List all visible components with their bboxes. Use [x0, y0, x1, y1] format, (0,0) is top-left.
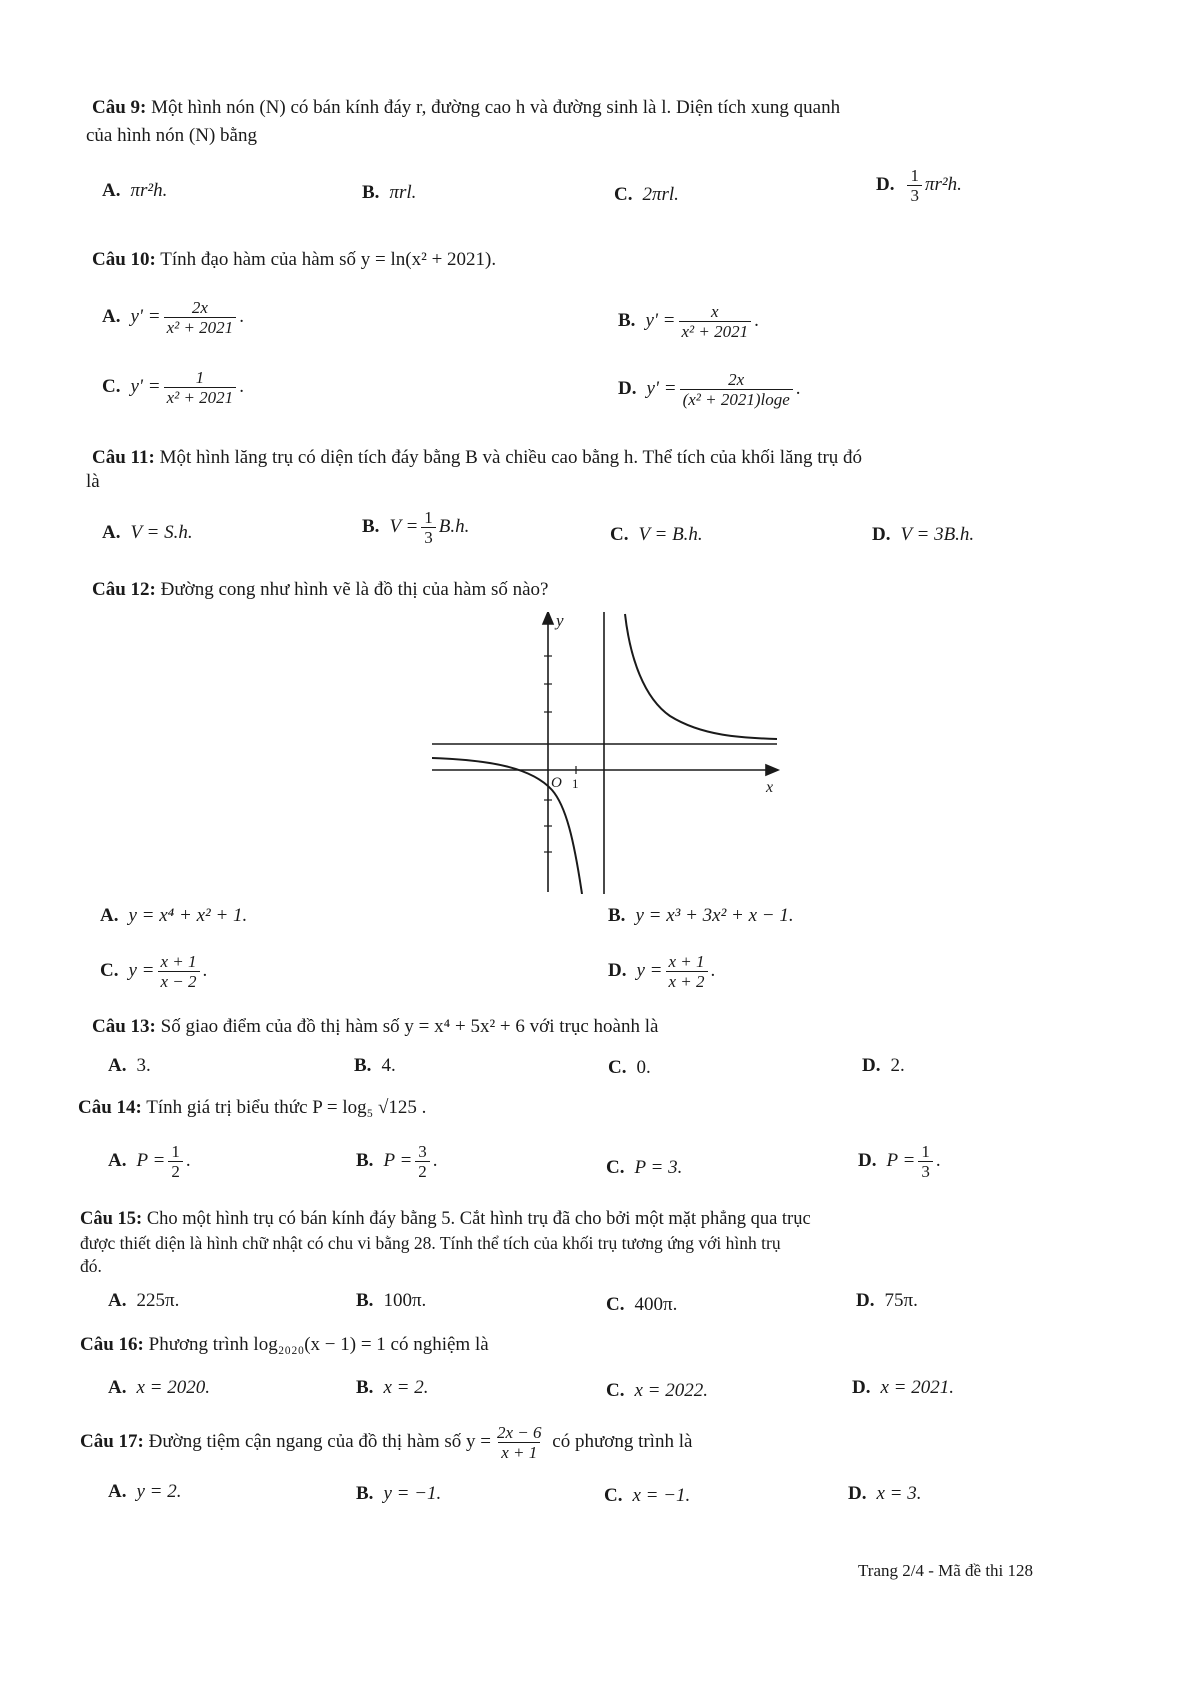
q11-stem [92, 446, 862, 470]
q9-option-d[interactable]: D. $\frac{1}{3}$ πr²h. [876, 166, 962, 205]
q13-label: Câu 13: [92, 1016, 156, 1037]
q10-stem [92, 248, 496, 272]
q17-option-c[interactable]: C. x = −1. [604, 1485, 691, 1506]
q17-text-pre: Đường tiệm cận ngang của đồ thị hàm số y = [148, 1431, 492, 1452]
q13-option-d[interactable]: D. 2. [862, 1055, 905, 1076]
q16-option-c[interactable]: C. x = 2022. [606, 1380, 708, 1401]
q13-option-a[interactable]: A. 3. [108, 1055, 151, 1076]
q15-text-1: Cho một hình trụ có bán kính đáy bằng 5. Cắt hình trụ đã cho bởi một mặt phẳng qua trục [146, 1209, 811, 1229]
q14-option-c[interactable]: C. P = 3. [606, 1157, 683, 1178]
q11-option-c[interactable]: C. V = B.h. [610, 524, 703, 545]
origin-label: O [551, 775, 562, 791]
tick-label-1: 1 [572, 776, 579, 791]
q9-option-b[interactable]: B. πrl. [362, 182, 417, 203]
q12-text: Đường cong như hình vẽ là đồ thị của hàm số nào? [160, 579, 549, 600]
q11-text-2: là [86, 471, 100, 492]
q14-option-a[interactable]: A. P = $\frac{1}{2}$ . [108, 1142, 191, 1181]
q12-option-d[interactable]: D. y = $\frac{x + 1}{x + 2}$ . [608, 952, 716, 991]
q15-option-d[interactable]: D. 75π. [856, 1290, 918, 1311]
q12-label: Câu 12: [92, 579, 156, 600]
q17-fraction: $\frac{2x - 6}{x + 1}$ [497, 1423, 542, 1463]
q17-text-post: có phương trình là [552, 1431, 693, 1452]
right-branch [625, 614, 777, 739]
q15-text-2: được thiết diện là hình chữ nhật có chu vi bằng 28. Tính thể tích của khối trụ tương ứng với hình trụ [80, 1233, 781, 1253]
q16-stem [80, 1333, 489, 1357]
q10-option-d[interactable]: D. y' = $\frac{2x}{\text{(x² + 2021)loge}}$ . [618, 370, 801, 409]
q12-option-c[interactable]: C. y = $\frac{x + 1}{x - 2}$ . [100, 952, 208, 991]
q10-label: Câu 10: [92, 249, 156, 270]
q14-option-b[interactable]: B. P = $\frac{3}{2}$ . [356, 1142, 438, 1181]
q12-function-graph [432, 612, 782, 894]
q14-stem [78, 1096, 426, 1120]
q13-option-b[interactable]: B. 4. [354, 1055, 396, 1076]
q15-label: Câu 15: [80, 1209, 143, 1229]
q10-text: Tính đạo hàm của hàm số y = ln(x² + 2021). [160, 249, 497, 270]
q9-stem [92, 96, 840, 120]
q11-option-b[interactable]: B. V = $\frac{1}{3}$ B.h. [362, 508, 470, 547]
q10-option-b[interactable]: B. y' = $\frac{x}{\text{x² + 2021}}$ . [618, 302, 759, 341]
q13-option-c[interactable]: C. 0. [608, 1057, 651, 1078]
q16-option-d[interactable]: D. x = 2021. [852, 1377, 954, 1398]
q9-text-1: Một hình nón (N) có bán kính đáy r, đường cao h và đường sinh là l. Diện tích xung quanh [151, 97, 841, 118]
q12-option-b[interactable]: B. y = x³ + 3x² + x − 1. [608, 905, 794, 926]
q13-stem [92, 1015, 658, 1039]
q12-option-a[interactable]: A. y = x⁴ + x² + 1. [100, 905, 248, 926]
q14-label: Câu 14: [78, 1097, 142, 1118]
q11-option-a[interactable]: A. V = S.h. [102, 522, 193, 543]
q10-option-c[interactable]: C. y' = $\frac{1}{\text{x² + 2021}}$ . [102, 368, 244, 407]
q17-label: Câu 17: [80, 1431, 144, 1452]
q17-option-a[interactable]: A. y = 2. [108, 1481, 182, 1502]
q12-stem [92, 578, 549, 602]
q17-stem [80, 1418, 692, 1466]
q9-label: Câu 9: [92, 97, 147, 118]
q9-text-2: của hình nón (N) bằng [86, 125, 257, 146]
x-axis-arrow [766, 765, 778, 775]
x-label: x [766, 779, 774, 796]
q16-label: Câu 16: [80, 1334, 144, 1355]
q14-option-d[interactable]: D. P = $\frac{1}{3}$ . [858, 1142, 941, 1181]
q15-stem [80, 1207, 811, 1231]
q15-text-3: đó. [80, 1256, 102, 1276]
q15-option-a[interactable]: A. 225π. [108, 1290, 180, 1311]
q10-option-a[interactable]: A. y' = $\frac{2x}{\text{x² + 2021}}$ . [102, 298, 244, 337]
q11-option-d[interactable]: D. V = 3B.h. [872, 524, 975, 545]
q16-text: Phương trình log₂₀₂₀(x − 1) = 1 có nghiệm là [148, 1334, 489, 1355]
page-footer: Trang 2/4 - Mã đề thi 128 [858, 1561, 1034, 1580]
q16-option-b[interactable]: B. x = 2. [356, 1377, 429, 1398]
q16-option-a[interactable]: A. x = 2020. [108, 1377, 210, 1398]
q9-option-a[interactable]: A. πr²h. [102, 180, 168, 201]
q14-text: Tính giá trị biểu thức P = log₅ √125 . [146, 1097, 427, 1118]
y-label: y [556, 612, 564, 630]
q11-label: Câu 11: [92, 447, 155, 468]
y-axis-arrow [543, 612, 553, 624]
q17-option-d[interactable]: D. x = 3. [848, 1483, 922, 1504]
q15-option-c[interactable]: C. 400π. [606, 1294, 678, 1315]
q17-option-b[interactable]: B. y = −1. [356, 1483, 442, 1504]
q15-option-b[interactable]: B. 100π. [356, 1290, 427, 1311]
q13-text: Số giao điểm của đồ thị hàm số y = x⁴ + 5x² + 6 với trục hoành là [160, 1016, 659, 1037]
q9-option-c[interactable]: C. 2πrl. [614, 184, 679, 205]
q11-text-1: Một hình lăng trụ có diện tích đáy bằng B và chiều cao bằng h. Thể tích của khối lăng trụ đó [159, 447, 863, 468]
